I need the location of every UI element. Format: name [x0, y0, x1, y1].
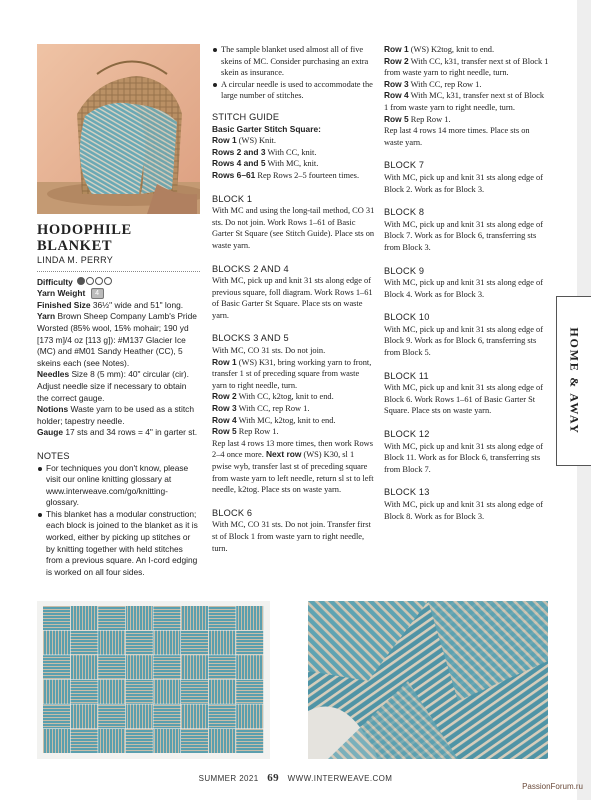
note-item: A circular needle is used to accommodate the large number of stitches.: [212, 79, 375, 102]
difficulty-rating-icon: [77, 277, 113, 289]
blanket-square: [236, 655, 263, 679]
pattern-title: HODOPHILE BLANKET: [37, 222, 132, 254]
finished-size: [37, 300, 200, 312]
watermark: PassionForum.ru: [522, 782, 583, 791]
block-6-row: [384, 56, 549, 79]
block-8-text: With MC, pick up and knit 31 sts along edge of Block 7. Work as for Block 6, transferring sts from Block 3.: [384, 219, 544, 252]
row-text: With MC, k31, transfer next st of Block 1 from waste yarn to right needle, turn.: [384, 91, 545, 112]
row-label: Row 1: [212, 356, 237, 367]
row-text: With CC, rep Row 1.: [236, 404, 310, 414]
notions: [37, 404, 200, 427]
block-8-heading: BLOCK 8: [384, 207, 425, 218]
finished-size-label: Finished Size: [37, 299, 91, 310]
row-label: Row 2: [212, 391, 237, 402]
block-13-heading: BLOCK 13: [384, 487, 430, 498]
block-6-row: [384, 79, 549, 91]
blanket-square: [126, 631, 153, 655]
row-text: With CC, k31, transfer next st of Block 1 from waste yarn to right needle, turn.: [384, 56, 549, 78]
notions-value: Waste yarn to be used as a stitch holder; tapestry needle.: [37, 404, 195, 426]
blanket-square: [71, 606, 98, 630]
stitch-guide-heading: STITCH GUIDE: [212, 111, 280, 122]
blanket-square: [209, 704, 236, 728]
row-text: With MC, knit.: [265, 159, 319, 169]
blocks-3-5-row: [212, 415, 375, 427]
row-label: Rows 2 and 3: [212, 146, 266, 157]
block-13-text: With MC, pick up and knit 31 sts along edge of Block 8. Work as for Block 3.: [384, 500, 544, 521]
blanket-closeup-photo: [308, 601, 548, 759]
repeat-text: Rep last 4 rows 13 more times, then work Rows 2–4 once more.: [212, 438, 373, 460]
yarn-weight-icon: 4: [91, 288, 104, 299]
difficulty-dot-filled: [77, 277, 85, 285]
row-text: With MC, k2tog, knit to end.: [236, 415, 336, 425]
row-label: Row 1: [212, 135, 237, 146]
blocks-3-5-heading: BLOCKS 3 AND 5: [212, 333, 289, 344]
blocks-3-5-repeat: [212, 438, 375, 496]
footer-site: WWW.INTERWEAVE.COM: [287, 774, 393, 783]
blanket-square: [153, 606, 180, 630]
notes-heading: NOTES: [37, 450, 70, 461]
notions-label: Notions: [37, 404, 69, 415]
row-label: Row 2: [384, 55, 409, 66]
blanket-square: [181, 655, 208, 679]
blocks-3-5-intro: With MC, CO 31 sts. Do not join.: [212, 346, 326, 356]
blanket-square: [71, 729, 98, 753]
row-label: Row 5: [384, 113, 409, 124]
column-3: [384, 44, 549, 522]
blocks-3-5-row: [212, 403, 375, 415]
row-label: Row 5: [212, 426, 237, 437]
blanket-square: [126, 704, 153, 728]
blanket-square: [43, 606, 70, 630]
flat-blanket-photo: [37, 601, 270, 759]
stitch-guide-row: [212, 135, 375, 147]
row-text: Rep Rows 2–5 fourteen times.: [255, 170, 360, 180]
block-6-row: [384, 90, 549, 113]
needles: [37, 369, 200, 404]
stitch-guide-row: [212, 147, 375, 159]
difficulty-dot: [104, 277, 112, 285]
blanket-square: [43, 631, 70, 655]
row-text: With CC, knit.: [265, 147, 317, 157]
row-text: (WS) K2tog, knit to end.: [408, 45, 495, 54]
block-6-heading: BLOCK 6: [212, 507, 253, 518]
blanket-square: [126, 655, 153, 679]
row-text: Rep Row 1.: [236, 427, 279, 437]
blanket-square: [153, 680, 180, 704]
blanket-square: [236, 704, 263, 728]
blanket-square: [153, 729, 180, 753]
blanket-square: [126, 680, 153, 704]
blanket-square: [181, 680, 208, 704]
blanket-square: [181, 704, 208, 728]
blocks-3-5-row: [212, 357, 375, 392]
blanket-square: [209, 680, 236, 704]
blanket-square: [153, 631, 180, 655]
note-item: For techniques you don't know, please visit our online knitting glossary at www.interweave.com/go/knitting-glossary.: [37, 463, 200, 509]
blanket-square: [181, 606, 208, 630]
difficulty-line: [37, 277, 200, 289]
blanket-square: [98, 631, 125, 655]
blanket-square: [209, 655, 236, 679]
yarn-weight-label: Yarn Weight: [37, 288, 86, 299]
block-12-heading: BLOCK 12: [384, 429, 430, 440]
row-label: Row 1: [384, 44, 409, 54]
gauge: [37, 427, 200, 439]
block-1-text: With MC and using the long-tail method, CO 31 sts. Do not join. Work Rows 1–61 of Basic Garter St Square (see Stitch Guide). Place sts on waste yarn.: [212, 206, 375, 250]
block-1-heading: BLOCK 1: [212, 193, 253, 204]
blanket-square: [209, 729, 236, 753]
section-tab: [556, 296, 591, 466]
row-label: Row 3: [384, 78, 409, 89]
yarn-weight-line: [37, 288, 200, 300]
blanket-square: [153, 704, 180, 728]
block-6-text: With MC, CO 31 sts. Do not join. Transfer first st of Block 1 from waste yarn to right needle, turn.: [212, 520, 371, 553]
blanket-square: [98, 606, 125, 630]
row-label: Rows 6–61: [212, 169, 256, 180]
block-11-text: With MC, pick up and knit 31 sts along edge of Block 6. Work Rows 1–61 of Basic Garter St Square. Place sts on waste yarn.: [384, 383, 544, 416]
blanket-square: [43, 655, 70, 679]
blanket-square: [236, 729, 263, 753]
block-11-heading: BLOCK 11: [384, 370, 429, 381]
blocks-3-5-row: [212, 426, 375, 438]
stitch-guide-row: [212, 170, 375, 182]
blanket-square: [71, 680, 98, 704]
blanket-square: [236, 680, 263, 704]
block-7-text: With MC, pick up and knit 31 sts along edge of Block 2. Work as for Block 3.: [384, 172, 544, 194]
blanket-square: [181, 729, 208, 753]
section-tab-label: HOME & AWAY: [567, 327, 582, 435]
blanket-square: [43, 680, 70, 704]
page-footer: [0, 772, 591, 784]
yarn: [37, 311, 200, 369]
blanket-square: [71, 704, 98, 728]
next-row-label: Next row: [265, 449, 302, 460]
column-2: [212, 44, 375, 554]
block-9-heading: BLOCK 9: [384, 265, 425, 276]
footer-issue: SUMMER 2021: [198, 774, 259, 783]
row-label: Row 4: [384, 90, 409, 101]
column-1: [37, 222, 200, 578]
block-12-text: With MC, pick up and knit 31 sts along edge of Block 11. Work as for Block 6, transferring sts from Block 7.: [384, 441, 544, 474]
row-text: With CC, k2tog, knit to end.: [236, 392, 334, 402]
blanket-square: [98, 680, 125, 704]
row-text: (WS) K31, bring working yarn to front, transfer 1 st of preceding square from waste yarn to right needle, turn.: [212, 357, 372, 390]
blocks-2-4-heading: BLOCKS 2 AND 4: [212, 263, 289, 274]
page-number: 69: [267, 772, 280, 784]
blanket-square: [43, 704, 70, 728]
block-10-heading: BLOCK 10: [384, 312, 430, 323]
gauge-value: 17 sts and 34 rows = 4" in garter st.: [65, 427, 198, 438]
blanket-square: [209, 606, 236, 630]
yarn-label: Yarn: [37, 311, 56, 322]
row-label: Row 4: [212, 414, 237, 425]
gauge-label: Gauge: [37, 427, 64, 438]
blanket-square: [236, 606, 263, 630]
blanket-square: [209, 631, 236, 655]
pattern-author: LINDA M. PERRY: [37, 255, 114, 265]
next-row-text: (WS) K30, sl 1 pwise wyb, transfer last st of preceding square from waste yarn to left needle, return sl st to left needle, k2tog. Place sts on waste yarn.: [212, 450, 374, 495]
blanket-basket-photo: [37, 44, 200, 214]
needles-label: Needles: [37, 369, 70, 380]
row-text: With CC, rep Row 1.: [408, 79, 482, 89]
note-item: This blanket has a modular construction; each block is joined to the blanket as it is worked, either by picking up stitches or by knitting together with held stitches from a previous square. An I-cord edging is worked on all four sides.: [37, 509, 200, 579]
stitch-guide-subheading: Basic Garter Stitch Square:: [212, 123, 321, 134]
note-item: The sample blanket used almost all of five skeins of MC. Consider purchasing an extra skein as insurance.: [212, 44, 375, 79]
finished-size-value: 36½" wide and 51" long.: [92, 299, 184, 310]
blanket-square: [126, 729, 153, 753]
blanket-square: [181, 631, 208, 655]
block-10-text: With MC, pick up and knit 31 sts along edge of Block 9. Work as for Block 6, transferring sts from Block 5.: [384, 324, 544, 358]
block-9-text: With MC, pick up and knit 31 sts along edge of Block 4. Work as for Block 3.: [384, 278, 544, 299]
blocks-2-4-text: With MC, pick up and knit 31 sts along edge of previous square, foll diagram. Work Rows 1–61 of Basic Garter St Square. Place sts on waste yarn.: [212, 276, 373, 320]
row-label: Rows 4 and 5: [212, 158, 266, 169]
block-6-repeat: Rep last 4 rows 14 more times. Place sts on waste yarn.: [384, 126, 530, 147]
blanket-square: [153, 655, 180, 679]
stitch-guide-row: [212, 158, 375, 170]
needles-value: Size 8 (5 mm): 40" circular (cir). Adjust needle size if necessary to obtain the correct gauge.: [37, 369, 189, 403]
row-text: Rep Row 1.: [408, 114, 451, 124]
block-7-heading: BLOCK 7: [384, 160, 425, 171]
yarn-value: Brown Sheep Company Lamb's Pride Worsted (85% wool, 15% mohair; 190 yd [173 m]/4 oz [113 g]): #M137 Glacier Ice (MC) and #M01 Sandy Heather (CC), 5 skeins each (see Notes).: [37, 311, 197, 368]
blanket-square: [98, 729, 125, 753]
difficulty-dot: [95, 277, 103, 285]
block-6-row: [384, 114, 549, 126]
row-label: Row 3: [212, 403, 237, 414]
blanket-square: [71, 655, 98, 679]
blanket-square: [98, 655, 125, 679]
difficulty-label: Difficulty: [37, 276, 73, 287]
blanket-square: [236, 631, 263, 655]
block-6-row: [384, 44, 549, 56]
title-divider: [37, 271, 200, 272]
difficulty-dot: [86, 277, 94, 285]
row-text: (WS) Knit.: [236, 136, 276, 146]
blocks-3-5-row: [212, 391, 375, 403]
blanket-square: [126, 606, 153, 630]
blanket-square: [71, 631, 98, 655]
blanket-square: [98, 704, 125, 728]
blanket-square: [43, 729, 70, 753]
